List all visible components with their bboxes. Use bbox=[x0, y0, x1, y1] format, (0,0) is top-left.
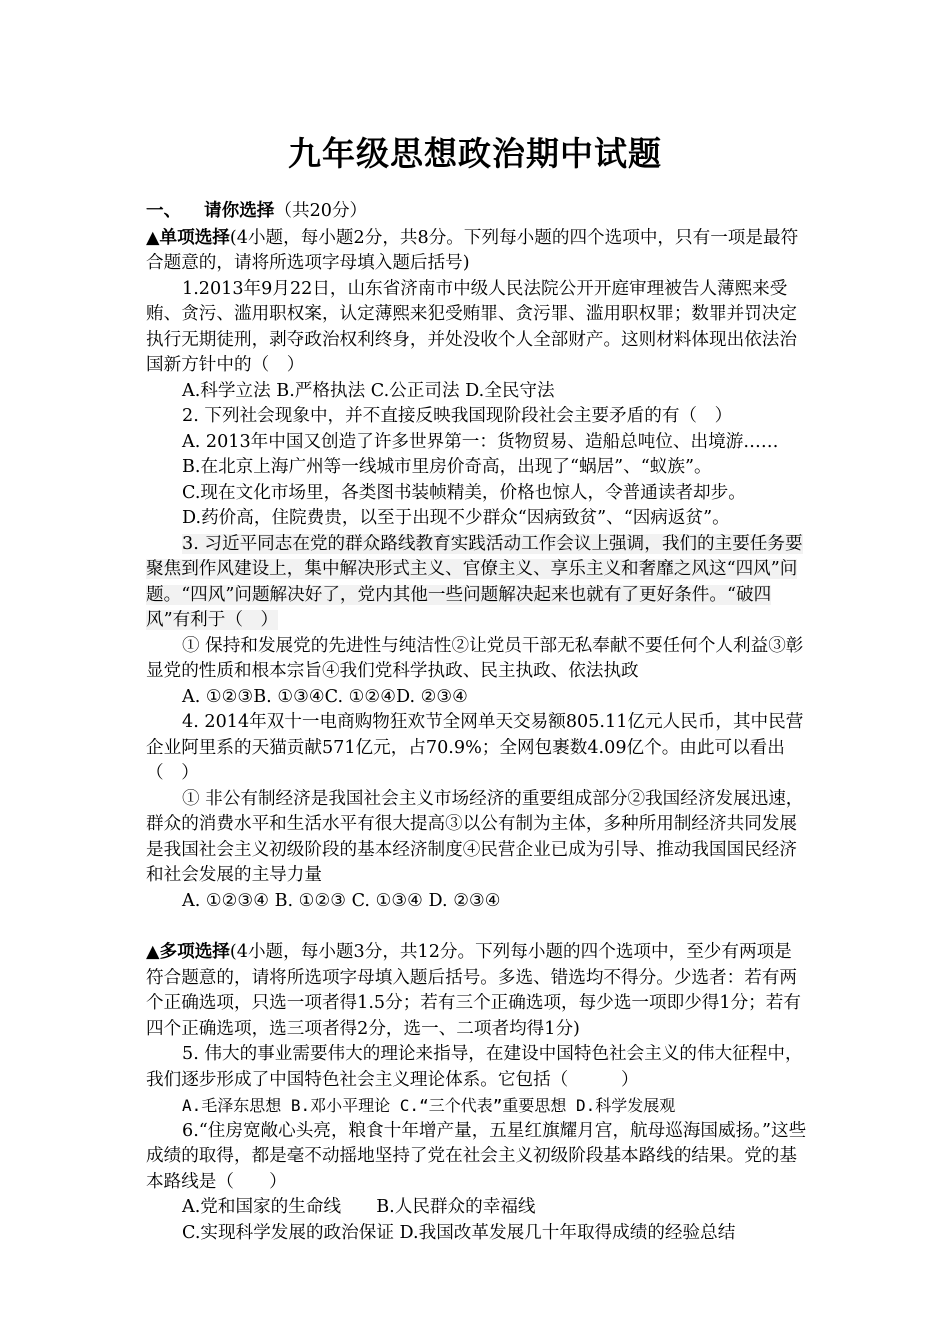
single-choice-marker: ▲单项选择 bbox=[146, 226, 230, 248]
section-label: 请你选择 bbox=[204, 200, 275, 221]
exam-content bbox=[146, 198, 808, 1246]
single-choice-text: (4小题，每小题2分，共8分。下列每小题的四个选项中，只有一项是最符合题意的，请将所选项字母填入题后括号) bbox=[146, 227, 799, 273]
section-number: 一、 bbox=[146, 200, 182, 221]
question-3-options: A. ①②③B. ①③④C. ①②④D. ②③④ bbox=[182, 686, 468, 707]
multi-choice-text: (4小题，每小题3分，共12分。下列每小题的四个选项中，至少有两项是符合题意的，请将所选项字母填入题后括号。多选、错选均不得分。少选者：若有两个正确选项，只选一项者得1.5分；若有三个正确选项，每少选一项即少得1分；若有四个正确选项，选三项者得2分，选一、二项者均得1分) bbox=[146, 942, 801, 1039]
question-4-items: ① 非公有制经济是我国社会主义市场经济的重要组成部分②我国经济发展迅速，群众的消费水平和生活水平有很大提高③以公有制为主体，多种所用制经济共同发展是我国社会主义初级阶段的基本经济制度④民营企业已成为引导、推动我国国民经济和社会发展的主导力量 bbox=[146, 788, 804, 885]
section-heading bbox=[146, 198, 808, 225]
multi-choice-instructions bbox=[146, 939, 808, 1042]
section-score: （共20分） bbox=[274, 201, 368, 221]
question-5-stem: 5. 伟大的事业需要伟大的理论来指导，在建设中国特色社会主义的伟大征程中，我们逐步形成了中国特色社会主义理论体系。它包括（ ） bbox=[146, 1044, 803, 1090]
multi-choice-marker: ▲多项选择 bbox=[146, 941, 230, 962]
question-6-options-ab: A.党和国家的生命线 B.人民群众的幸福线 bbox=[182, 1197, 536, 1217]
single-choice-instructions bbox=[146, 225, 808, 277]
question-6-stem: 6.“住房宽敞心头亮，粮食十年增产量，五星红旗耀月宫，航母巡海国威扬。”这些成绩的取得，都是毫不动摇地坚持了党在社会主义初级阶段基本路线的结果。党的基本路线是（ ） bbox=[146, 1120, 807, 1192]
question-1-options: A.科学立法 B.严格执法 C.公正司法 D.全民守法 bbox=[182, 380, 555, 401]
spacer bbox=[146, 914, 808, 939]
question-2-stem: 2. 下列社会现象中，并不直接反映我国现阶段社会主要矛盾的有（ ） bbox=[182, 406, 733, 426]
question-4-options: A. ①②③④ B. ①②③ C. ①③④ D. ②③④ bbox=[182, 890, 501, 911]
question-2-option-a: A. 2013年中国又创造了许多世界第一：货物贸易、造船总吨位、出境游…… bbox=[182, 431, 779, 452]
question-1-stem: 1.2013年9月22日，山东省济南市中级人民法院公开开庭审理被告人薄熙来受贿、贪污、滥用职权案，认定薄熙来犯受贿罪、贪污罪、滥用职权罪；数罪并罚决定执行无期徒刑，剥夺政治权利终身，并处没收个人全部财产。这则材料体现出依法治国新方针中的（ ） bbox=[146, 278, 797, 375]
question-2-option-b: B.在北京上海广州等一线城市里房价奇高，出现了“蜗居”、“蚁族”。 bbox=[182, 457, 712, 477]
question-5-options: A.毛泽东思想 B.邓小平理论 C.“三个代表”重要思想 D.科学发展观 bbox=[182, 1096, 676, 1115]
question-2-option-d: D.药价高，住院费贵，以至于出现不少群众“因病致贫”、“因病返贫”。 bbox=[182, 508, 730, 528]
question-3-items: ① 保持和发展党的先进性与纯洁性②让党员干部无私奉献不要任何个人利益③彰显党的性质和根本宗旨④我们党科学执政、民主执政、依法执政 bbox=[146, 635, 804, 681]
question-3-stem bbox=[146, 532, 808, 634]
question-6-options-cd: C.实现科学发展的政治保证 D.我国改革发展几十年取得成绩的经验总结 bbox=[182, 1222, 736, 1243]
question-2-option-c: C.现在文化市场里，各类图书装帧精美，价格也惊人，令普通读者却步。 bbox=[182, 482, 746, 503]
page-title: 九年级思想政治期中试题 bbox=[288, 134, 662, 173]
question-4-stem: 4. 2014年双十一电商购物狂欢节全网单天交易额805.11亿元人民币，其中民营企业阿里系的天猫贡献571亿元，占70.9%；全网包裹数4.09亿个。由此可以看出（ ） bbox=[146, 712, 804, 783]
question-3-stem-text: 3. 习近平同志在党的群众路线教育实践活动工作会议上强调，我们的主要任务要聚焦到作风建设上，集中解决形式主义、官僚主义、享乐主义和奢靡之风这“四风”问题。“四风”问题解决好了，党内其他一些问题解决起来也就有了更好条件。“破四风”有利于（ ） bbox=[146, 533, 803, 630]
